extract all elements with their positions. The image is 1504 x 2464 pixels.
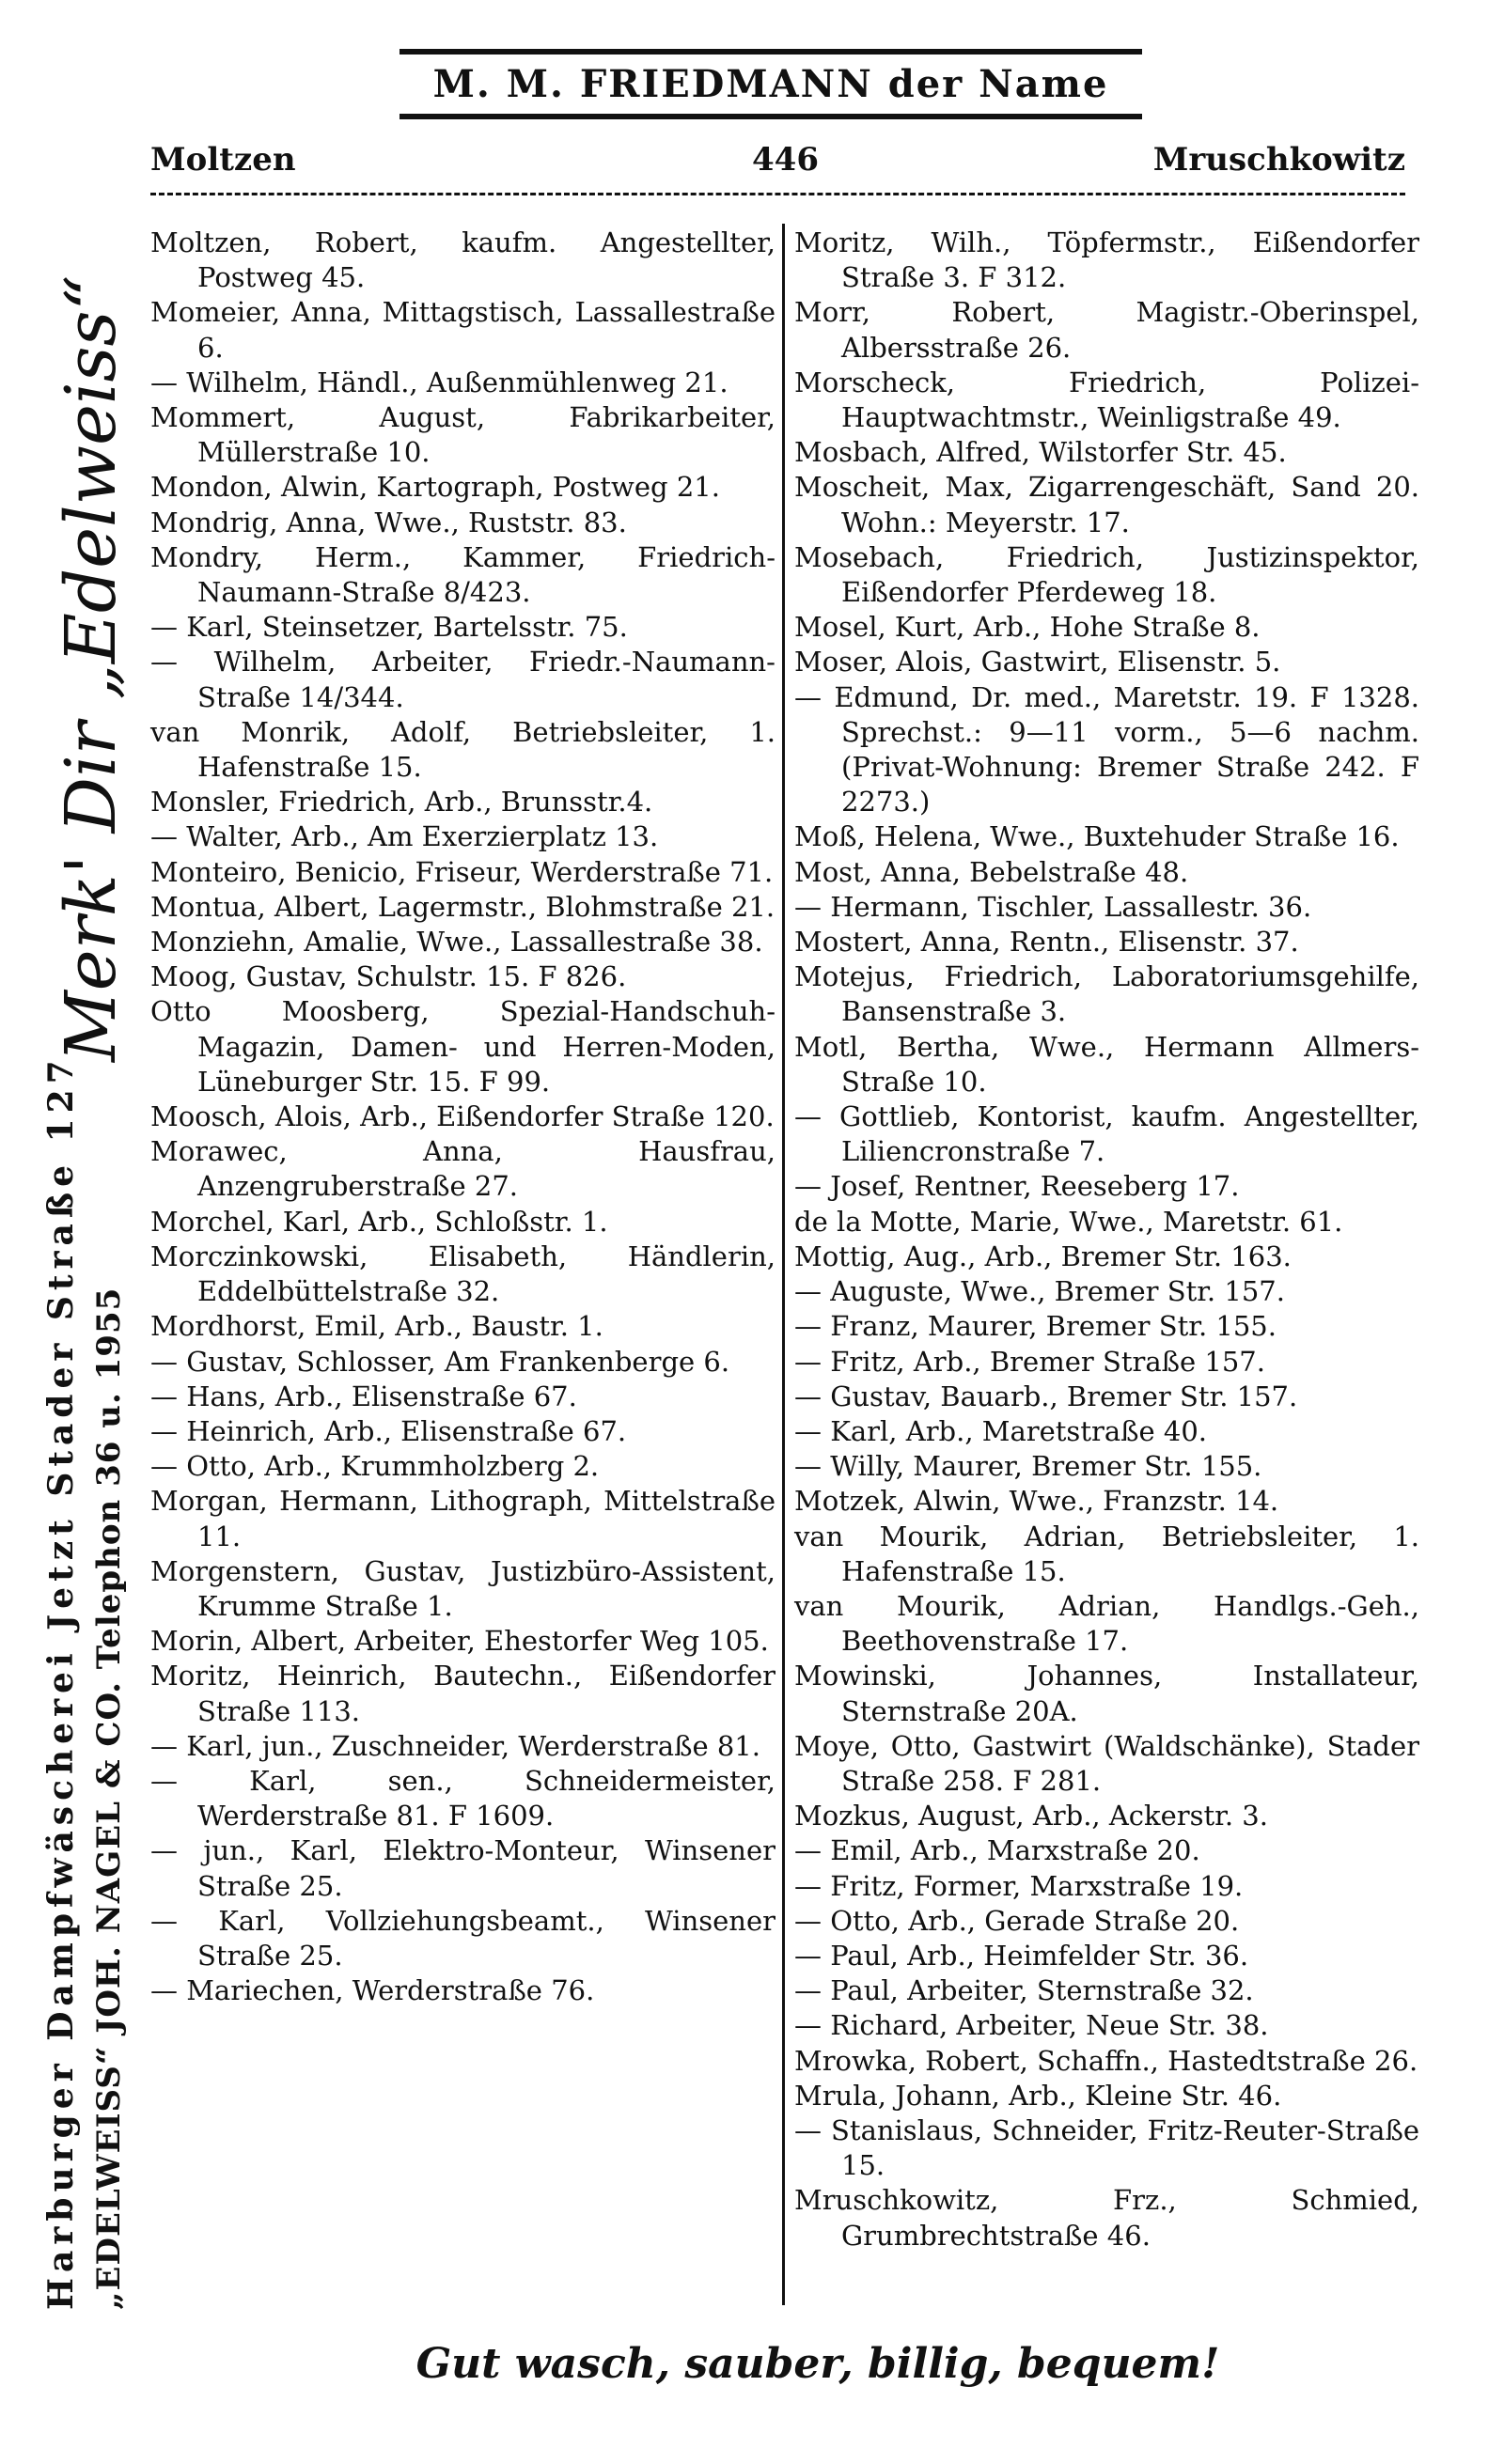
directory-entry: Morawec, Anna, Hausfrau, Anzengruberstraße 27. [150,1135,776,1203]
directory-entry: Monziehn, Amalie, Wwe., Lassallestraße 38. [150,926,763,959]
directory-entry: Moser, Alois, Gastwirt, Elisenstr. 5. [794,646,1281,678]
side-ad-slogan: Merk' Dir „Edelweiss“ [51,274,132,1062]
running-header [150,141,1405,197]
banner-title: M. M. FRIEDMANN der Name [432,62,1109,106]
directory-entry: Morczinkowski, Elisabeth, Händlerin, Eddelbüttelstraße 32. [150,1240,776,1308]
directory-entry: — Karl, Arb., Maretstraße 40. [794,1414,1207,1447]
footer-slogan: Gut wasch, sauber, billig, bequem! [415,2340,1220,2388]
directory-entry: Mommert, August, Fabrikarbeiter, Müllerstraße 10. [150,401,776,469]
directory-entry: — Heinrich, Arb., Elisenstraße 67. [150,1414,627,1447]
directory-entry: Most, Anna, Bebelstraße 48. [794,855,1189,888]
directory-entry: Mrula, Johann, Arb., Kleine Str. 46. [794,2079,1282,2112]
directory-entry: Morin, Albert, Arbeiter, Ehestorfer Weg 105. [150,1625,769,1658]
directory-entry: — Hermann, Tischler, Lassallestr. 36. [794,890,1312,923]
directory-entry: Mosbach, Alfred, Wilstorfer Str. 45. [794,436,1287,469]
directory-entry: — Hans, Arb., Elisenstraße 67. [150,1380,577,1412]
directory-entry: — Richard, Arbeiter, Neue Str. 38. [794,2009,1269,2042]
directory-entry: Morr, Robert, Magistr.-Oberinspel, Albersstraße 26. [794,296,1419,364]
directory-entry: Motzek, Alwin, Wwe., Franzstr. 14. [794,1485,1279,1518]
directory-entry: van Mourik, Adrian, Handlgs.-Geh., Beethovenstraße 17. [794,1589,1419,1658]
left-column [150,226,776,2302]
directory-entry: Morchel, Karl, Arb., Schloßstr. 1. [150,1205,608,1238]
directory-entry: Moritz, Heinrich, Bautechn., Eißendorfer Straße 113. [150,1660,776,1727]
directory-entry: Mruschkowitz, Frz., Schmied, Grumbrechtstraße 46. [794,2184,1419,2252]
directory-entry: Moosch, Alois, Arb., Eißendorfer Straße 120. [150,1100,775,1133]
directory-entry: Monsler, Friedrich, Arb., Brunsstr.4. [150,786,653,819]
top-banner [400,49,1142,119]
directory-entry: Mrowka, Robert, Schaffn., Hastedtstraße 26. [794,2044,1418,2077]
directory-entry: Mosebach, Friedrich, Justizinspektor, Eißendorfer Pferdeweg 18. [794,540,1419,609]
directory-entry: — Wilhelm, Händl., Außenmühlenweg 21. [150,366,728,398]
directory-entry: Mondrig, Anna, Wwe., Ruststr. 83. [150,506,627,538]
directory-entry: — Edmund, Dr. med., Maretstr. 19. F 1328. Sprechst.: 9—11 vorm., 5—6 nachm. (Privat-Wohnung: Bremer Straße 242. F 2273.) [794,680,1419,819]
directory-entry: — Fritz, Arb., Bremer Straße 157. [794,1345,1265,1378]
directory-entry: — Gustav, Bauarb., Bremer Str. 157. [794,1380,1298,1412]
directory-entry: — Karl, sen., Schneidermeister, Werderstraße 81. F 1609. [150,1764,776,1832]
directory-entry: — Karl, Vollziehungsbeamt., Winsener Straße 25. [150,1904,776,1972]
header-rule [150,193,1405,195]
directory-entry: Mosel, Kurt, Arb., Hohe Straße 8. [794,611,1261,644]
page-number: 446 [752,141,819,179]
directory-entry: — Auguste, Wwe., Bremer Str. 157. [794,1275,1285,1308]
directory-entry: Mottig, Aug., Arb., Bremer Str. 163. [794,1240,1292,1272]
directory-entry: — Otto, Arb., Krummholzberg 2. [150,1450,600,1483]
directory-entry: Motejus, Friedrich, Laboratoriumsgehilfe, Bansenstraße 3. [794,960,1419,1028]
directory-entry: de la Motte, Marie, Wwe., Maretstr. 61. [794,1205,1343,1238]
directory-entry: — Wilhelm, Arbeiter, Friedr.-Naumann-Straße 14/344. [150,646,776,713]
directory-entry: Moscheit, Max, Zigarrengeschäft, Sand 20. Wohn.: Meyerstr. 17. [794,471,1419,538]
directory-entry: Otto Moosberg, Spezial-Handschuh-Magazin, Damen- und Herren-Moden, Lüneburger Str. 15. F 99. [150,995,776,1098]
directory-entry: — jun., Karl, Elektro-Monteur, Winsener Straße 25. [150,1834,776,1902]
directory-entry: Montua, Albert, Lagermstr., Blohmstraße 21. [150,890,776,923]
directory-entry: — Karl, Steinsetzer, Bartelsstr. 75. [150,611,628,644]
directory-entry: Momeier, Anna, Mittagstisch, Lassallestraße 6. [150,296,776,364]
directory-entry: — Josef, Rentner, Reeseberg 17. [794,1170,1240,1203]
directory-entry: — Willy, Maurer, Bremer Str. 155. [794,1450,1262,1483]
directory-entry: Moß, Helena, Wwe., Buxtehuder Straße 16. [794,820,1400,853]
directory-entry: Moltzen, Robert, kaufm. Angestellter, Postweg 45. [150,226,776,294]
directory-entry: — Fritz, Former, Marxstraße 19. [794,1869,1244,1902]
directory-entry: van Monrik, Adolf, Betriebsleiter, 1. Hafenstraße 15. [150,715,776,784]
column-divider [782,224,785,2305]
directory-entry: Moritz, Wilh., Töpfermstr., Eißendorfer Straße 3. F 312. [794,226,1419,294]
directory-entry: Mowinski, Johannes, Installateur, Sternstraße 20A. [794,1660,1419,1727]
directory-entry: Mondon, Alwin, Kartograph, Postweg 21. [150,471,720,504]
side-ad-line-1: Harburger Dampfwäscherei Jetzt Stader Straße 127 [41,1054,81,2310]
directory-entry: — Mariechen, Werderstraße 76. [150,1974,595,2007]
directory-entry: Mordhorst, Emil, Arb., Baustr. 1. [150,1310,603,1343]
directory-entry: — Franz, Maurer, Bremer Str. 155. [794,1310,1277,1343]
directory-entry: — Gustav, Schlosser, Am Frankenberge 6. [150,1345,730,1378]
directory-entry: Mondry, Herm., Kammer, Friedrich-Naumann-Straße 8/423. [150,540,776,609]
side-ad-line-2: „EDELWEISS“ JOH. NAGEL & CO. Telephon 36 u. 1955 [90,1287,128,2310]
directory-entry: — Paul, Arb., Heimfelder Str. 36. [794,1939,1249,1972]
directory-entry: Moog, Gustav, Schulstr. 15. F 826. [150,960,627,993]
directory-entry: Motl, Bertha, Wwe., Hermann Allmers-Straße 10. [794,1030,1419,1098]
directory-entry: Morgenstern, Gustav, Justizbüro-Assistent, Krumme Straße 1. [150,1554,776,1622]
directory-entry: Morscheck, Friedrich, Polizei-Hauptwachtmstr., Weinligstraße 49. [794,366,1419,434]
header-last-entry: Mruschkowitz [1152,141,1405,179]
directory-entry: — Gottlieb, Kontorist, kaufm. Angestellter, Liliencronstraße 7. [794,1100,1419,1168]
directory-entry: Mostert, Anna, Rentn., Elisenstr. 37. [794,926,1299,959]
directory-entry: Morgan, Hermann, Lithograph, Mittelstraße 11. [150,1485,776,1552]
directory-entry: Mozkus, August, Arb., Ackerstr. 3. [794,1800,1268,1832]
directory-entry: — Otto, Arb., Gerade Straße 20. [794,1904,1240,1937]
directory-entry: van Mourik, Adrian, Betriebsleiter, 1. Hafenstraße 15. [794,1520,1419,1587]
directory-entry: — Paul, Arbeiter, Sternstraße 32. [794,1974,1254,2007]
header-first-entry: Moltzen [150,141,296,179]
directory-entry: Monteiro, Benicio, Friseur, Werderstraße 71. [150,855,774,888]
directory-entry: — Emil, Arb., Marxstraße 20. [794,1834,1200,1867]
directory-entry: Moye, Otto, Gastwirt (Waldschänke), Stader Straße 258. F 281. [794,1729,1419,1797]
right-column [794,226,1419,2302]
directory-entry: — Stanislaus, Schneider, Fritz-Reuter-Straße 15. [794,2113,1419,2182]
directory-entry: — Karl, jun., Zuschneider, Werderstraße 81. [150,1729,760,1762]
directory-entry: — Walter, Arb., Am Exerzierplatz 13. [150,820,659,853]
